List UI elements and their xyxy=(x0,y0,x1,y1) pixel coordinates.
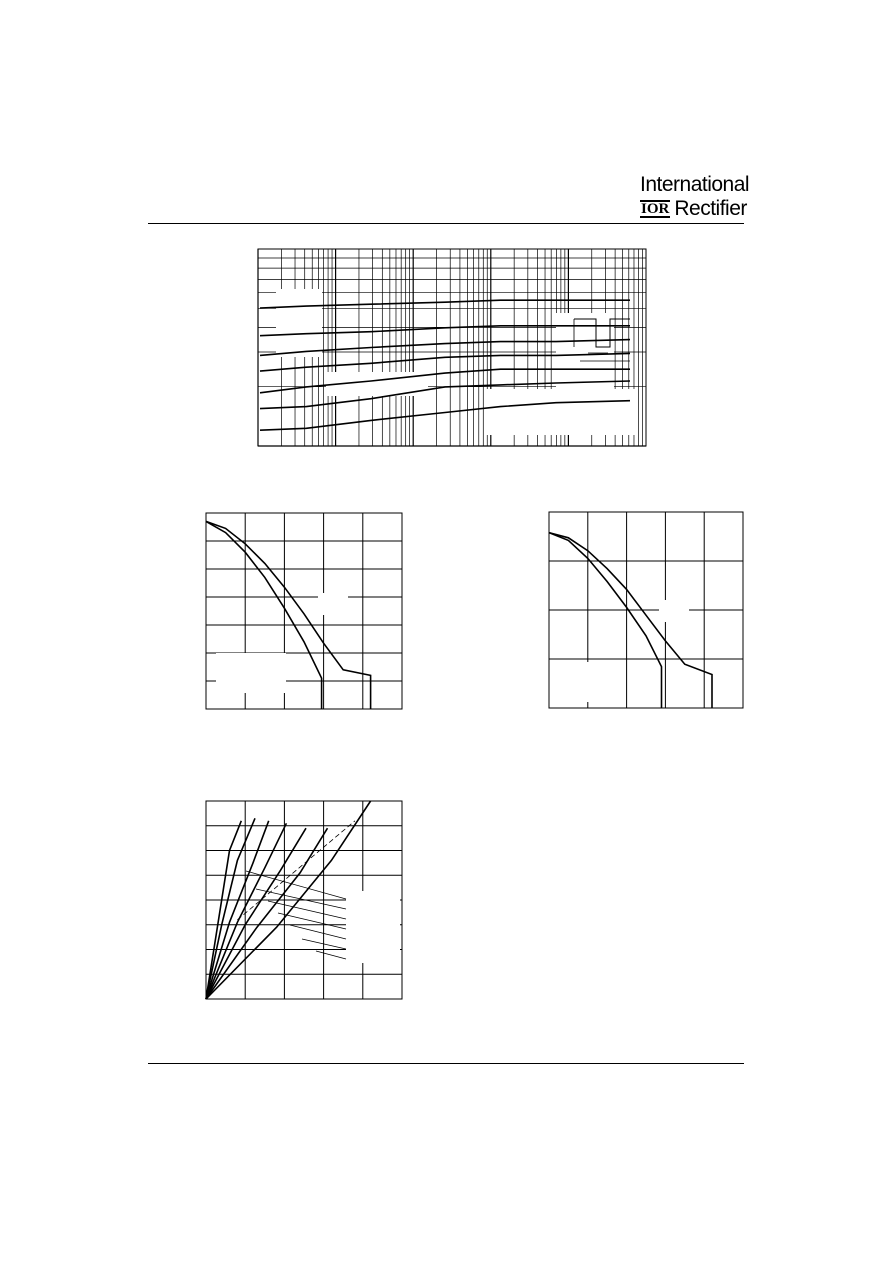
label-mask xyxy=(557,662,617,702)
label-mask xyxy=(346,891,400,963)
ior-logo-mark: IOR xyxy=(641,201,670,217)
brand-name-line: International xyxy=(640,173,750,196)
brand-logo xyxy=(640,198,747,220)
drain-current-vs-case-temperature-chart xyxy=(549,512,743,708)
notes-mask xyxy=(486,389,638,435)
brand-rectifier-text: Rectifier xyxy=(674,197,747,220)
label-mask xyxy=(659,600,689,622)
label-mask xyxy=(216,653,286,693)
gate-charge-curves-chart xyxy=(206,801,402,999)
legend-mask xyxy=(276,289,322,357)
header-rule xyxy=(148,223,744,224)
transient-thermal-impedance-chart xyxy=(258,249,646,446)
footer-rule xyxy=(148,1063,744,1064)
drain-current-vs-temperature-chart xyxy=(206,513,402,709)
label-mask xyxy=(318,593,348,615)
